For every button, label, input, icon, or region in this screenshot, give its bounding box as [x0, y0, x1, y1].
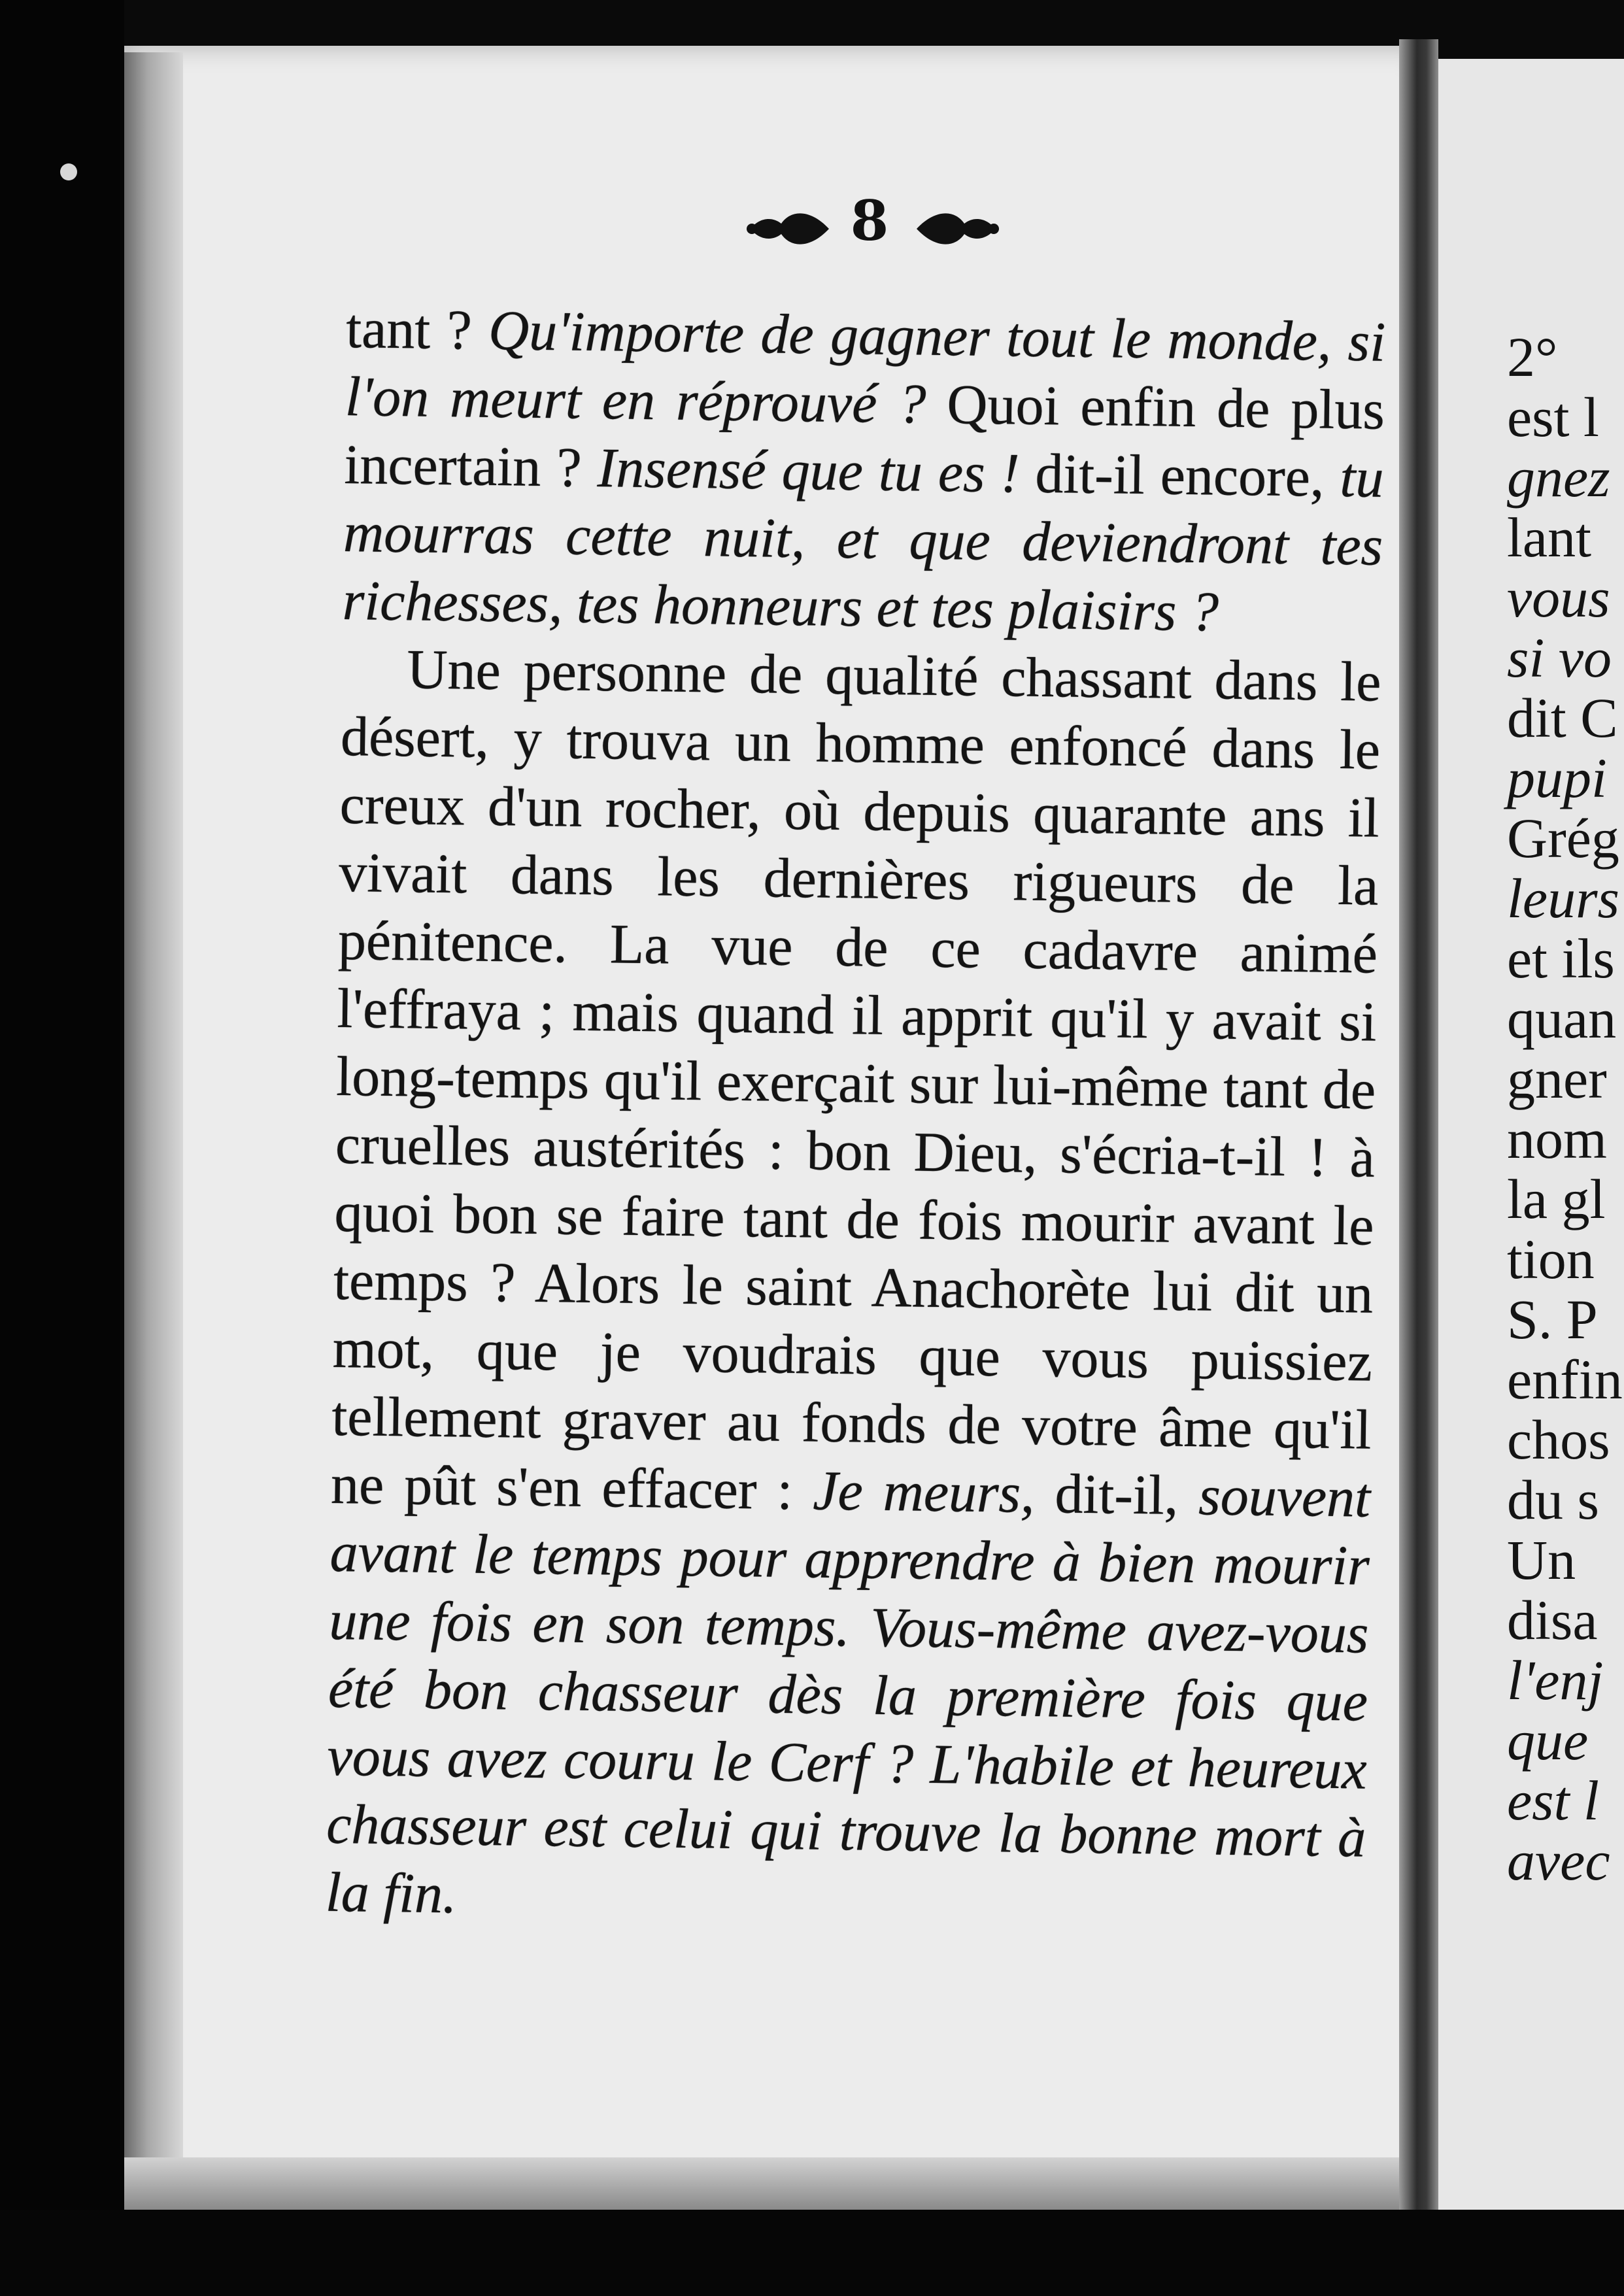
next-page-line: lant — [1507, 506, 1591, 569]
left-dark-border — [0, 0, 124, 2296]
next-page-text-fragments — [1507, 327, 1624, 1891]
next-page-line: disa — [1507, 1589, 1598, 1651]
paragraph-2 — [325, 634, 1381, 1940]
text-run: dit-il, — [1034, 1461, 1199, 1527]
next-page-line: dit C — [1507, 686, 1618, 749]
text-run: dit-il encore, — [1019, 441, 1341, 509]
paragraph-1 — [342, 294, 1386, 648]
italic-run: Insensé que tu es ! — [597, 436, 1021, 505]
next-page-line: leurs — [1507, 867, 1619, 930]
next-page-line: si vo — [1507, 626, 1612, 689]
next-page-line: S. P — [1507, 1288, 1598, 1351]
italic-run: Qu'importe de gagner tout le monde, si l'on meurt en réprouvé ? — [345, 298, 1386, 435]
next-page-line: avec — [1507, 1829, 1610, 1892]
italic-run: Je meurs, — [812, 1459, 1036, 1525]
next-page-line: l'enj — [1507, 1649, 1604, 1712]
page-header — [719, 188, 1020, 268]
next-page-line: quan — [1507, 987, 1617, 1050]
bottom-dark-border — [0, 2210, 1624, 2296]
next-page-line: enfin — [1507, 1348, 1623, 1411]
next-page-line: tion — [1507, 1228, 1595, 1291]
next-page-line: 2° — [1507, 326, 1558, 388]
page-number: 8 — [850, 188, 889, 253]
next-page-line: vous — [1507, 566, 1610, 629]
left-ornament-icon — [745, 203, 830, 262]
text-run: tant ? — [345, 296, 489, 362]
page-edge-shadow — [124, 52, 183, 2210]
next-page-line: du s — [1507, 1468, 1599, 1531]
next-page-line: la gl — [1507, 1168, 1606, 1230]
text-run: Une personne de qualité chassant dans le désert, y trouva un homme enfoncé dans le creux d'un rocher, où depuis quarante ans il vivait dans les dernières rigueurs de la pénitence. La vue de ce cadavre animé l'effraya ; mais quand il apprit qu'il y avait si long-temps qu'il exerçait sur lui-même tant de cruelles austérités : bon Dieu, s'écria-t-il ! à quoi bon se faire tant de fois mourir avant le temps ? Alors le saint Anachorète lui dit un mot, que je voudrais que vous puissiez tellement graver au fonds de votre âme qu'il ne pût s'en effacer : — [330, 637, 1382, 1522]
dust-speck — [60, 163, 77, 180]
next-page-line: Un — [1507, 1528, 1576, 1591]
next-page-line: que — [1507, 1709, 1589, 1772]
body-text — [325, 294, 1386, 1940]
italic-run: souvent avant le temps pour apprendre à bien mourir une fois en son temps. Vous-même avez-vous été bon chasseur dès la première fois que vous avez couru le Cerf ? L'habile et heureux chasseur est celui qui trouve la bonne mort à la fin. — [325, 1464, 1371, 1925]
page-bottom-shadow — [124, 2157, 1425, 2210]
next-page-line: Grég — [1507, 807, 1619, 869]
next-page-line: est l — [1507, 1769, 1599, 1832]
next-page-line: et ils — [1507, 927, 1615, 990]
next-page-line: gnez — [1507, 446, 1610, 509]
next-page-line: nom — [1507, 1107, 1607, 1170]
text-run: Quoi enfin de plus incertain ? — [343, 372, 1385, 499]
next-page-line: chos — [1507, 1408, 1610, 1471]
book-gutter — [1399, 39, 1438, 2223]
italic-run: tu mourras cette nuit, et que deviendront tes richesses, tes honneurs et tes plaisirs ? — [342, 445, 1385, 643]
next-page-line: est l — [1507, 386, 1599, 448]
next-page-line: gner — [1507, 1047, 1607, 1110]
right-ornament-icon — [915, 203, 1000, 262]
next-page-line: pupi — [1507, 747, 1607, 809]
